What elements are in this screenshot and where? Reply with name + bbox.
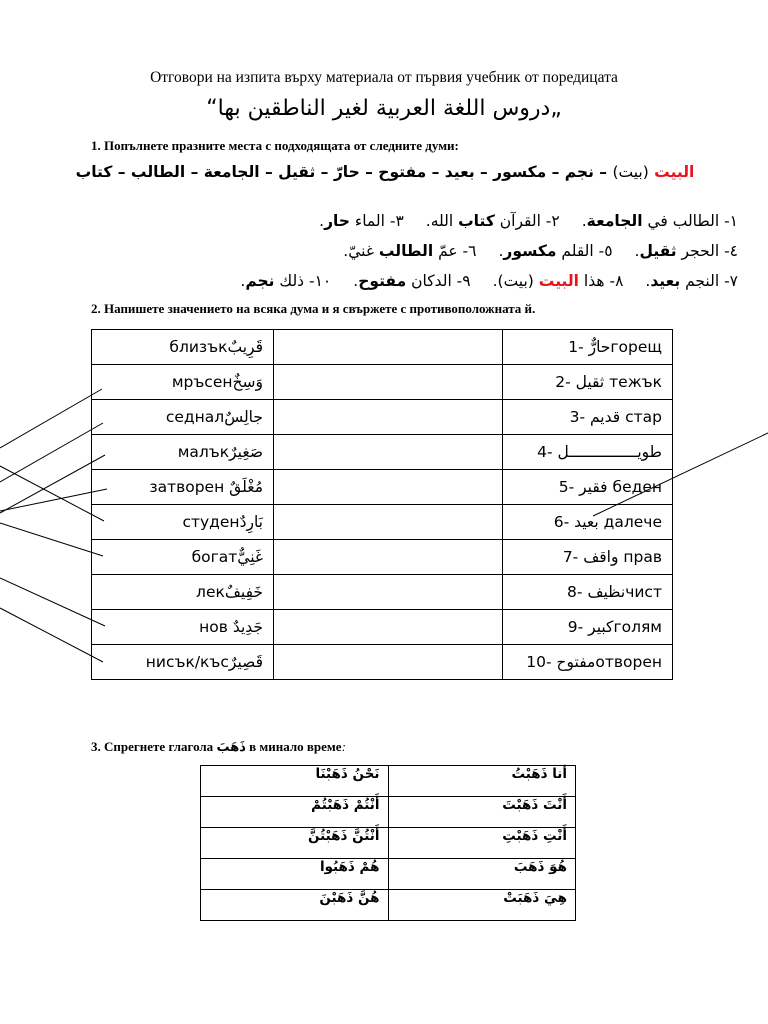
matching-line bbox=[0, 523, 103, 556]
table-row: هُمْ ذَهَبُوا هُوَ ذَهَبَ bbox=[201, 859, 576, 890]
word-bank-paren: (بيت) bbox=[612, 163, 649, 181]
table-row: седналجالِسٌ 3- قديم стар bbox=[92, 400, 673, 435]
matching-line bbox=[593, 433, 768, 516]
document-title: Отговори на изпита върху материала от първия учебник от поредицата bbox=[150, 69, 618, 86]
sentence-line-3: ٧- النجم بعيد.٨- هذا البيت (بيت).٩- الدكان مفتوح.١٠- ذلك نجم. bbox=[240, 272, 738, 290]
matching-line bbox=[0, 423, 103, 482]
section1-heading: 1. Попълнете празните места с подходящата от следните думи: bbox=[91, 138, 459, 153]
word-bank-red-word: البيت bbox=[654, 163, 695, 181]
table-row: мръсенوَسِخٌ 2- ثقيل тежък bbox=[92, 365, 673, 400]
book-title: „دروس اللغة العربية لغير الناطقين بها“ bbox=[206, 96, 562, 121]
table-row: هُنَّ ذَهَبْنَ هِيَ ذَهَبَتْ bbox=[201, 890, 576, 921]
section2-heading: 2. Напишете значението на всяка дума и я свържете с противоположната й. bbox=[91, 301, 536, 316]
sentence-line-2: ٤- الحجر ثقيل.٥- القلم مكسور.٦- عمّ الطالب غنيّ. bbox=[343, 242, 738, 260]
table-row: нисък/късقَصِيرٌ 10- مفتوحотворен bbox=[92, 645, 673, 680]
table-row: нов جَدِيدٌ 9- كبيرголям bbox=[92, 610, 673, 645]
table-row: أَنْتُمْ ذَهَبْتُمْ أَنْتَ ذَهَبْتَ bbox=[201, 797, 576, 828]
table-row: نَحْنُ ذَهَبْنَا أنا ذَهَبْتُ bbox=[201, 766, 576, 797]
table-row: затворен مُغْلَقٌ 5- فقير беден bbox=[92, 470, 673, 505]
matching-line bbox=[0, 608, 103, 662]
matching-line bbox=[0, 466, 104, 521]
word-bank-words: – نجم – مكسور – بعيد – مفتوح – حارّ – ثقيل – الجامعة – الطالب – كتاب bbox=[75, 163, 613, 181]
section3-heading: 3. Спрегнете глагола ذَهَبَ в минало време: bbox=[91, 739, 346, 755]
matching-line bbox=[0, 389, 102, 448]
table-row: лекخَفِيفٌ 8- نظيفчист bbox=[92, 575, 673, 610]
matching-line bbox=[0, 455, 105, 513]
conjugation-table bbox=[200, 765, 576, 921]
matching-line bbox=[0, 578, 105, 626]
table-row: богатغَنِيٌّ 7- واقف прав bbox=[92, 540, 673, 575]
table-row: близъкقَرِيبٌ 1- حارٌّгорещ bbox=[92, 330, 673, 365]
matching-line bbox=[0, 489, 107, 511]
table-row: малъкصَغِيرٌ 4- طويـــــــــــــــل bbox=[92, 435, 673, 470]
table-row: студенبَارِدٌ 6- بعيد далече bbox=[92, 505, 673, 540]
sentence-line-1: ١- الطالب في الجامعة.٢- القرآن كتاب الله.٣- الماء حار. bbox=[319, 212, 738, 230]
table-row: أَنْتُنَّ ذَهَبْتُنَّ أَنْتِ ذَهَبْتِ bbox=[201, 828, 576, 859]
